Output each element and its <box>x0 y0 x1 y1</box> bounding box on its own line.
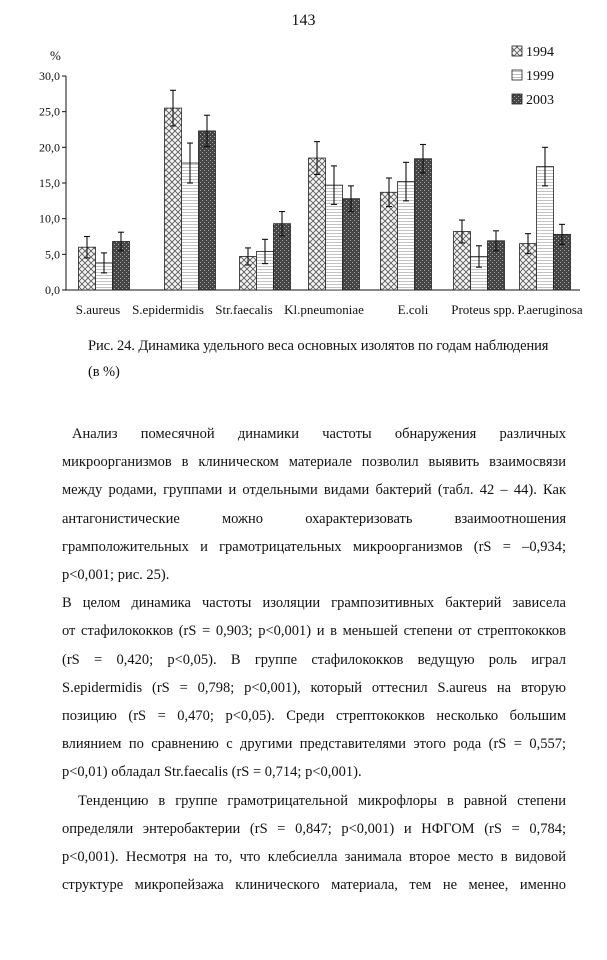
text-line: p<0,001). Несмотря на то, что клебсиелла занимала второе место в видовой <box>62 849 566 866</box>
paragraph-2 <box>62 589 566 786</box>
text-line: грамположительных и грамотрицательных микроорганизмов (rS = –0,934; <box>62 538 566 555</box>
bar-1994-3 <box>309 158 326 290</box>
x-category-label: Proteus spp. <box>451 302 515 317</box>
chart-category-labels <box>76 302 583 317</box>
legend-label: 1994 <box>526 45 554 60</box>
bar-1994-1 <box>165 108 182 290</box>
legend-swatch <box>512 46 522 56</box>
legend-swatch <box>512 94 522 104</box>
caption-line2: (в %) <box>88 364 120 380</box>
x-category-label: Kl.pneumoniae <box>284 302 364 317</box>
text-line: Анализ помесячной динамики частоты обнаружения различных <box>72 426 566 442</box>
y-tick-label: 30,0 <box>39 69 60 83</box>
page-number: 143 <box>291 12 316 29</box>
y-tick-label: 20,0 <box>39 140 60 155</box>
text-line: от стафилококков (rS = 0,903; p<0,001) и в меньшей степени от стрептококков <box>62 623 566 640</box>
text-line: p<0,001; рис. 25). <box>62 567 170 584</box>
text-line: (rS = 0,420; p<0,05). В группе стафилококков ведущую роль играл <box>62 651 566 668</box>
bar-2003-4 <box>415 159 432 290</box>
chart-legend <box>512 45 554 108</box>
y-tick-label: 10,0 <box>39 211 60 226</box>
text-line: Тенденцию в группе грамотрицательной микрофлоры в равной степени <box>78 792 566 809</box>
x-category-label: S.aureus <box>75 302 121 317</box>
caption-line1: Рис. 24. Динамика удельного веса основных изолятов по годам наблюдения <box>88 338 549 354</box>
text-line: антагонистические можно охарактеризовать взаимоотношения <box>62 510 566 527</box>
bar-2003-3 <box>343 199 360 290</box>
text-line: p<0,01) обладал Str.faecalis (rS = 0,714; p<0,001). <box>62 764 362 781</box>
bar-2003-1 <box>199 131 216 290</box>
body-text <box>62 420 566 899</box>
text-line: позицию (rS = 0,470; p<0,05). Среди стрептококков несколько большим <box>62 708 566 725</box>
text-line: определяли энтеробактерии (rS = 0,847; p<0,001) и НФГОМ (rS = 0,784; <box>62 820 566 837</box>
x-category-label: Str.faecalis <box>215 302 273 317</box>
y-tick-label: 25,0 <box>39 104 60 119</box>
text-line: структуре микропейзажа клинического материала, тем не менее, именно <box>62 877 566 894</box>
x-category-label: P.aeruginosa <box>517 302 583 317</box>
text-line: влиянием по сравнению с другими представителями этого рода (rS = 0,557; <box>62 736 566 753</box>
legend-label: 1999 <box>526 69 554 84</box>
y-axis-label: % <box>50 48 61 63</box>
text-line: микроорганизмов в клиническом материале позволил выявить взаимосвязи <box>62 454 566 471</box>
legend-label: 2003 <box>526 93 554 108</box>
x-category-label: S.epidermidis <box>132 302 204 317</box>
text-line: В целом динамика частоты изоляции грампозитивных бактерий зависела <box>62 595 566 612</box>
x-category-label: E.coli <box>397 302 429 317</box>
y-tick-label: 15,0 <box>39 176 60 190</box>
text-line: между родами, группами и отдельными видами бактерий (табл. 42 – 44). Как <box>62 482 566 499</box>
chart-bars <box>79 90 571 290</box>
y-tick-label: 5,0 <box>45 247 60 262</box>
bar-chart <box>28 38 588 328</box>
paragraph-1 <box>62 420 566 589</box>
legend-swatch <box>512 70 522 80</box>
figure-caption <box>88 333 578 385</box>
y-tick-label: 0,0 <box>45 283 60 297</box>
paragraph-3 <box>62 787 566 900</box>
text-line: S.epidermidis (rS = 0,798; p<0,001), который оттеснил S.aureus на вторую <box>62 679 566 696</box>
